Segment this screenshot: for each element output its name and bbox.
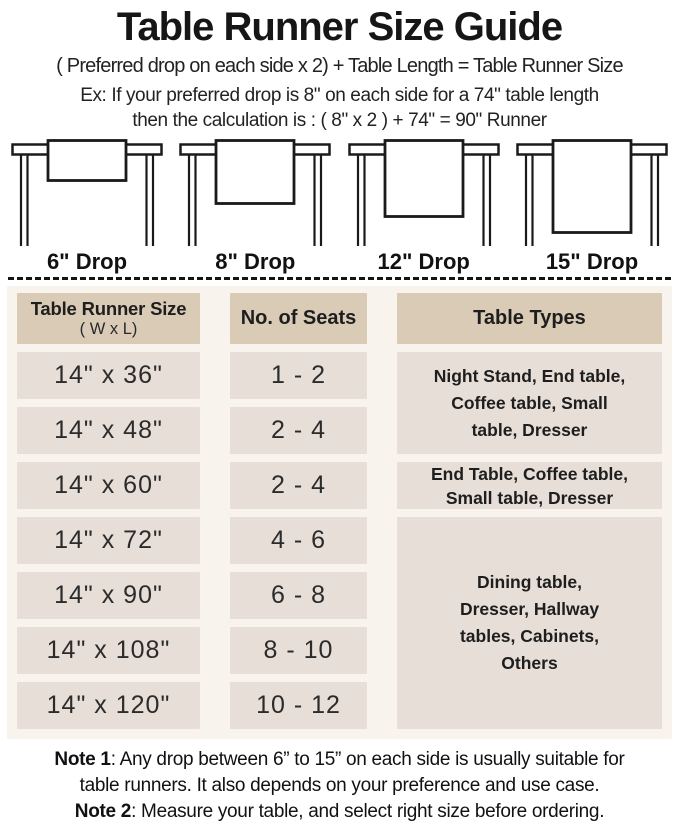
drop-label-8in: 8" Drop bbox=[215, 249, 296, 274]
dashed-divider bbox=[8, 277, 671, 280]
table-runner-8in-drop-icon bbox=[179, 139, 331, 247]
drop-illustrations bbox=[0, 139, 679, 275]
table-runner-6in-drop-icon bbox=[11, 139, 163, 247]
size-cell: 14" x 120" bbox=[17, 682, 200, 729]
table-types-line: End Table, Coffee table, bbox=[430, 463, 629, 484]
table-types-line: Dresser, Hallway bbox=[459, 599, 600, 619]
column-header-seats: No. of Seats bbox=[230, 293, 367, 344]
formula-text: ( Preferred drop on each side x 2) + Table Length = Table Runner Size bbox=[56, 55, 623, 77]
size-cell: 14" x 60" bbox=[17, 462, 200, 509]
note-1-text: : Any drop between 6” to 15” on each side is usually suitable for bbox=[110, 749, 625, 770]
size-table-section bbox=[7, 286, 672, 739]
table-types-line: Others bbox=[501, 653, 558, 673]
drop-figure-12in bbox=[345, 139, 503, 275]
note-2-label: Note 2 bbox=[74, 801, 132, 822]
seats-cell: 8 - 10 bbox=[230, 627, 367, 674]
size-guide-page bbox=[0, 4, 679, 825]
column-header-runner-size-subtitle: ( W x L) bbox=[79, 320, 138, 338]
seats-cell: 2 - 4 bbox=[230, 407, 367, 454]
example-line-1: Ex: If your preferred drop is 8" on each side for a 74" table length bbox=[80, 85, 599, 106]
table-types-line: Night Stand, End table, bbox=[433, 365, 626, 386]
drop-figure-15in bbox=[513, 139, 671, 275]
seats-cell: 10 - 12 bbox=[230, 682, 367, 729]
drop-label-15in: 15" Drop bbox=[545, 249, 639, 274]
example-line-2: then the calculation is : ( 8" x 2 ) + 74" = 90" Runner bbox=[132, 110, 547, 131]
table-types-line: Small table, Dresser bbox=[445, 487, 614, 508]
note-1-line-1 bbox=[0, 747, 679, 773]
size-table bbox=[17, 293, 662, 729]
column-header-runner-size-title: Table Runner Size bbox=[30, 298, 187, 319]
seats-cell: 4 - 6 bbox=[230, 517, 367, 564]
table-types-line: table, Dresser bbox=[471, 419, 588, 440]
table-runner-15in-drop-icon bbox=[516, 139, 668, 247]
drop-label-6in: 6" Drop bbox=[46, 249, 128, 274]
size-cell: 14" x 90" bbox=[17, 572, 200, 619]
table-runner-12in-drop-icon bbox=[348, 139, 500, 247]
note-2-line bbox=[0, 799, 679, 825]
table-types-line: tables, Cabinets, bbox=[459, 626, 600, 646]
seats-cell: 2 - 4 bbox=[230, 462, 367, 509]
column-header-runner-size bbox=[17, 293, 200, 344]
drop-figure-8in bbox=[176, 139, 334, 275]
notes bbox=[0, 747, 679, 825]
table-types-line: Coffee table, Small bbox=[451, 392, 608, 413]
table-types-cell-small bbox=[397, 352, 662, 454]
page-title: Table Runner Size Guide bbox=[116, 5, 563, 49]
size-cell: 14" x 48" bbox=[17, 407, 200, 454]
table-types-cell-medium bbox=[397, 462, 662, 509]
drop-figure-6in bbox=[8, 139, 166, 275]
note-1-label: Note 1 bbox=[54, 749, 111, 770]
note-1-line-2: table runners. It also depends on your preference and use case. bbox=[79, 775, 600, 796]
table-types-line: Dining table, bbox=[477, 572, 582, 592]
size-cell: 14" x 36" bbox=[17, 352, 200, 399]
column-header-table-types: Table Types bbox=[397, 293, 662, 344]
table-types-cell-large bbox=[397, 517, 662, 729]
size-cell: 14" x 72" bbox=[17, 517, 200, 564]
drop-label-12in: 12" Drop bbox=[377, 249, 470, 274]
seats-cell: 1 - 2 bbox=[230, 352, 367, 399]
seats-cell: 6 - 8 bbox=[230, 572, 367, 619]
note-2-text: : Measure your table, and select right size before ordering. bbox=[131, 801, 605, 822]
size-cell: 14" x 108" bbox=[17, 627, 200, 674]
